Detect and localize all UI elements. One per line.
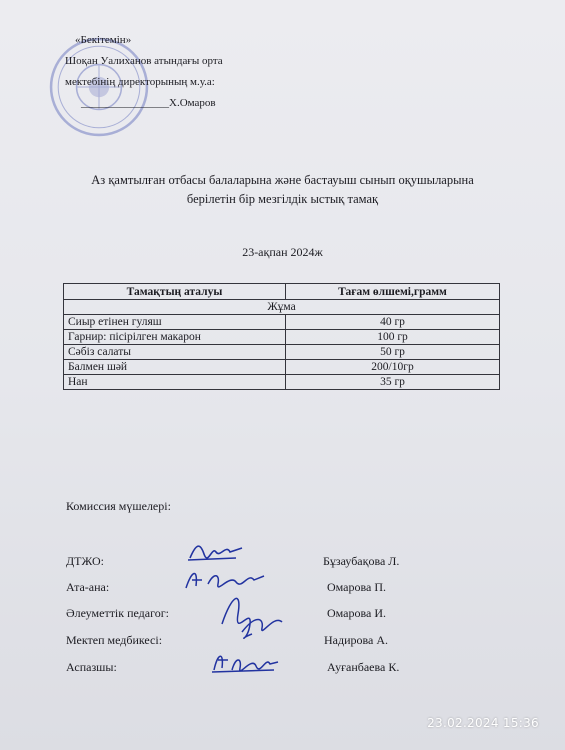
menu-table bbox=[63, 283, 500, 390]
approval-signature-line: ________________Х.Омаров bbox=[81, 97, 216, 109]
member-name: Надирова А. bbox=[324, 633, 389, 647]
table-row bbox=[64, 375, 500, 390]
portion-size: 200/10гр bbox=[286, 360, 500, 375]
table-header-row bbox=[64, 284, 500, 300]
member-name: Бұзаубақова Л. bbox=[323, 554, 400, 568]
table-row bbox=[64, 315, 500, 330]
header-dish-name: Тамақтың аталуы bbox=[64, 284, 286, 300]
portion-size: 50 гр bbox=[286, 345, 500, 360]
approval-director: мектебінің директорының м.у.а: bbox=[65, 76, 215, 88]
title-line-2: берілетін бір мезгілдік ыстық тамақ bbox=[186, 192, 379, 206]
commission-heading: Комиссия мүшелері: bbox=[66, 499, 171, 513]
dish-name: Сиыр етінен гуляш bbox=[64, 315, 286, 330]
portion-size: 40 гр bbox=[286, 315, 500, 330]
table-row bbox=[64, 345, 500, 360]
signature-social-pedagogue bbox=[212, 584, 292, 650]
table-row bbox=[64, 360, 500, 375]
member-name: Омарова П. bbox=[327, 580, 387, 594]
dish-name: Нан bbox=[64, 375, 286, 390]
table-row bbox=[64, 330, 500, 345]
portion-size: 35 гр bbox=[286, 375, 500, 390]
day-label: Жұма bbox=[64, 300, 500, 315]
member-role: Әлеуметтік педагог: bbox=[66, 606, 169, 620]
member-role: Аспазшы: bbox=[66, 660, 117, 674]
dish-name: Гарнир: пісірілген макарон bbox=[64, 330, 286, 345]
signature-cook bbox=[208, 646, 280, 678]
photo-timestamp: 23.02.2024 15:36 bbox=[427, 716, 539, 730]
member-role: ДТЖО: bbox=[66, 554, 104, 568]
title-line-1: Аз қамтылған отбасы балаларына және бастауыш сынып оқушыларына bbox=[91, 173, 474, 187]
member-role: Ата-ана: bbox=[66, 580, 110, 594]
header-portion-size: Тағам өлшемі,грамм bbox=[286, 284, 500, 300]
member-role: Мектеп медбикесі: bbox=[66, 633, 163, 647]
member-name: Омарова И. bbox=[327, 606, 387, 620]
dish-name: Балмен шәй bbox=[64, 360, 286, 375]
table-day-row bbox=[64, 300, 500, 315]
member-name: Ауғанбаева К. bbox=[327, 660, 400, 674]
portion-size: 100 гр bbox=[286, 330, 500, 345]
approval-heading: «Бекітемін» bbox=[75, 34, 132, 46]
approval-school: Шоқан Уалиханов атындағы орта bbox=[65, 55, 223, 67]
dish-name: Сәбіз салаты bbox=[64, 345, 286, 360]
document-date: 23-ақпан 2024ж bbox=[242, 245, 323, 259]
approval-block bbox=[65, 30, 223, 114]
document-title bbox=[40, 171, 525, 209]
